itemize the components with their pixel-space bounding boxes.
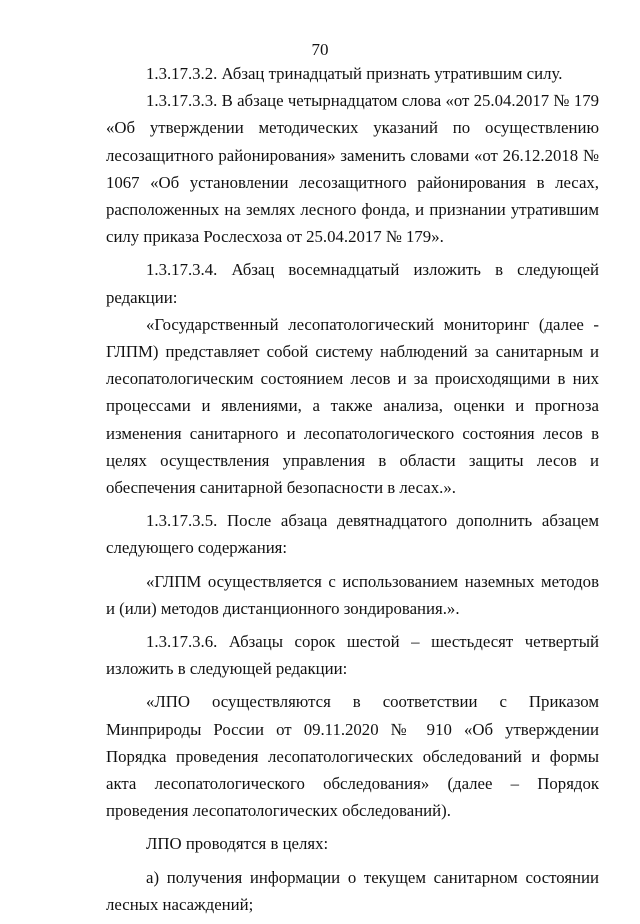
- page-number: 70: [311, 40, 329, 59]
- paragraph-1-3-17-3-5: 1.3.17.3.5. После абзаца девятнадцатого дополнить абзацем следующего содержания:: [106, 511, 599, 558]
- paragraph-1-3-17-3-6: 1.3.17.3.6. Абзацы сорок шестой – шестьдесят четвертый изложить в следующей редакции:: [106, 632, 599, 679]
- lpo-purpose-a: а) получения информации о текущем санитарном состоянии лесных насаждений;: [106, 867, 599, 914]
- quoted-glpm-definition: «Государственный лесопатологический мониторинг (далее - ГЛПМ) представляет собой систему наблюдений за санитарным и лесопатологическим состоянием лесов и за происходящими в них процессами и явлениями, а также анализа, оценки и прогноза изменения санитарного и лесопатологического состояния лесов в целях осуществления управления в области защиты лесов и обеспечения санитарной безопасности в лесах.».: [106, 314, 599, 498]
- document-body: [106, 60, 599, 924]
- paragraph-1-3-17-3-4: 1.3.17.3.4. Абзац восемнадцатый изложить в следующей редакции:: [106, 260, 599, 307]
- quoted-lpo-order: «ЛПО осуществляются в соответствии с Приказом Минприроды России от 09.11.2020 № 910 «Об утверждении Порядка проведения лесопатологических обследований и формы акта лесопатологического обследования» (далее – Порядок проведения лесопатологических обследований).: [106, 692, 599, 821]
- quoted-glpm-methods: «ГЛПМ осуществляется с использованием наземных методов и (или) методов дистанционного зондирования.».: [106, 571, 599, 618]
- paragraph-1-3-17-3-2: 1.3.17.3.2. Абзац тринадцатый признать утратившим силу.: [146, 64, 563, 83]
- paragraph-1-3-17-3-3: 1.3.17.3.3. В абзаце четырнадцатом слова «от 25.04.2017 № 179 «Об утверждении методических указаний по осуществлению лесозащитного районирования» заменить словами «от 26.12.2018 № 1067 «Об установлении лесозащитного районирования в лесах, расположенных на землях лесного фонда, и признании утратившим силу приказа Рослесхоза от 25.04.2017 № 179».: [106, 91, 599, 247]
- lpo-purposes-heading: ЛПО проводятся в целях:: [146, 834, 329, 854]
